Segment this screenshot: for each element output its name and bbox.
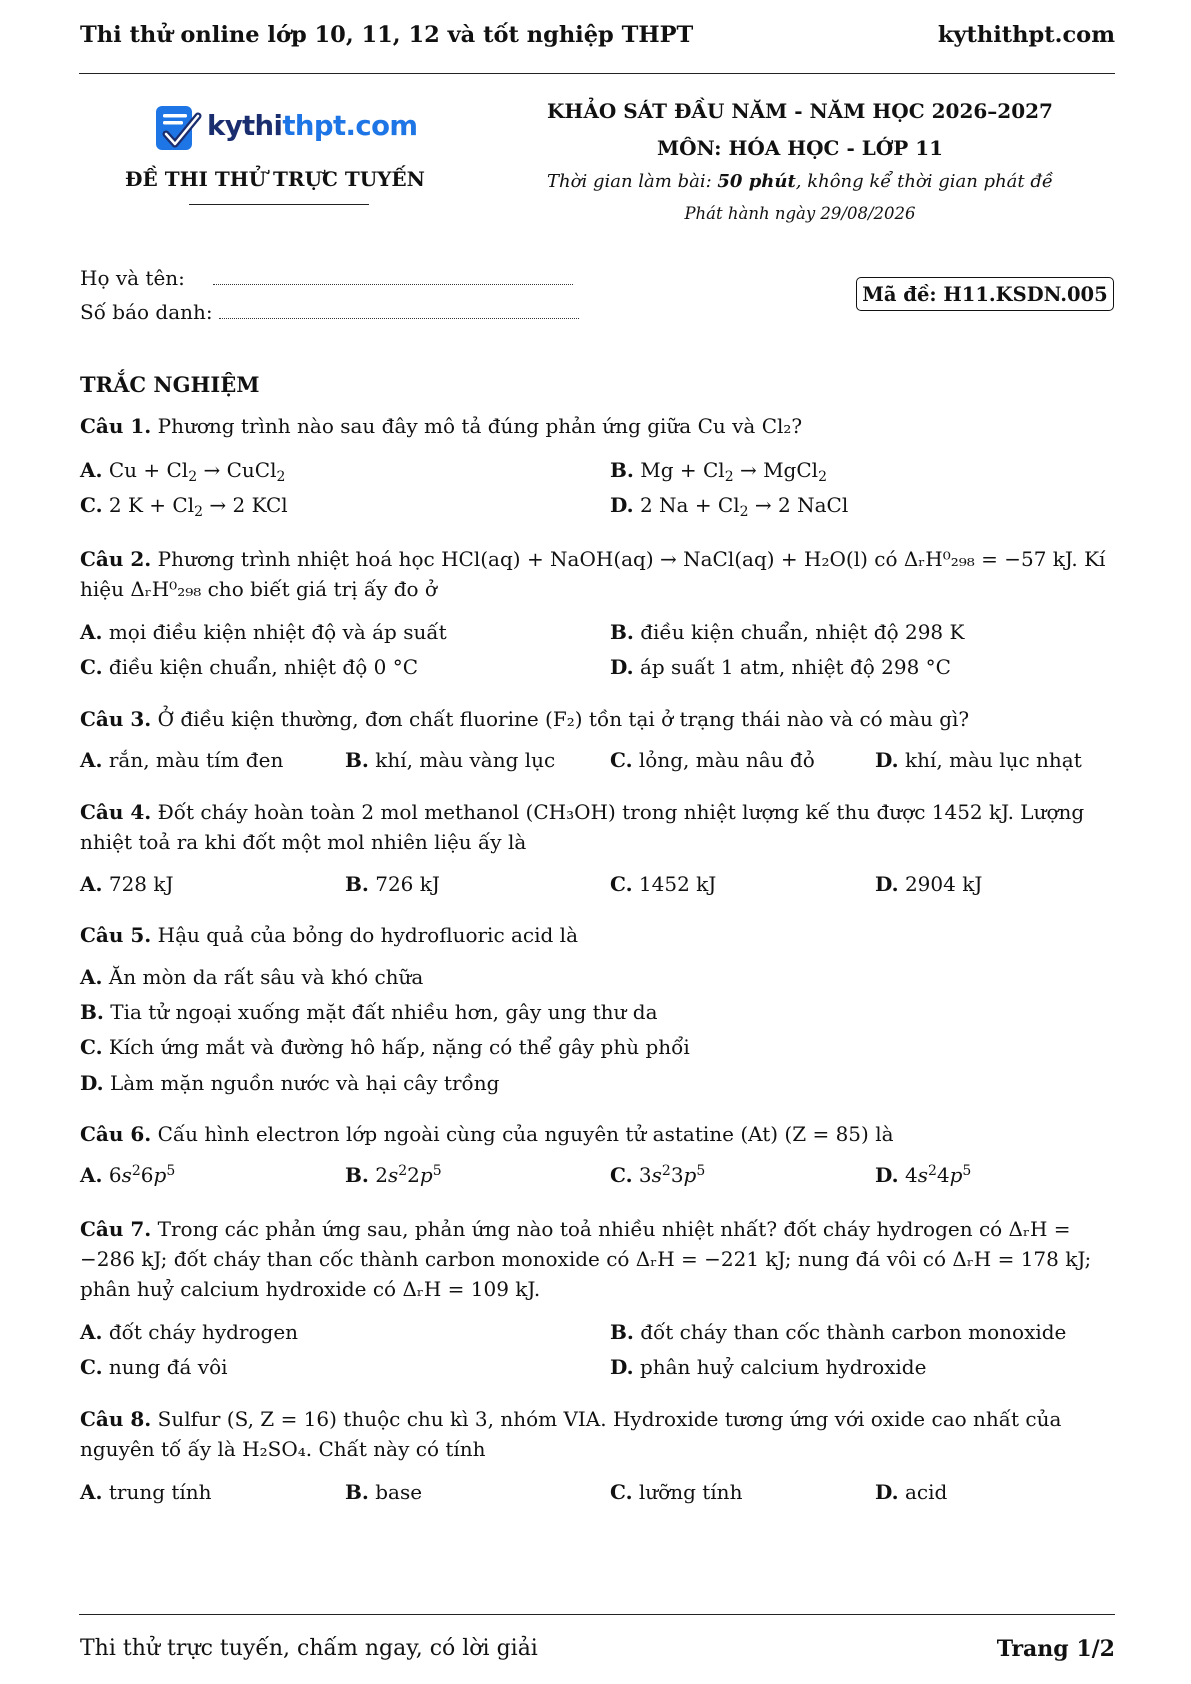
q1-option-c[interactable]: C. 2 $K + Cl_2 \to 2$ KCl xyxy=(80,493,288,520)
question-1: Câu 1. Phương trình nào sau đây mô tả đúng phản ứng giữa Cu và Cl₂? xyxy=(80,414,803,438)
q1-option-a[interactable]: A. $Cu + Cl_2$ → CuCl$_2$ xyxy=(80,458,286,485)
q7-option-c[interactable]: C. nung đá vôi xyxy=(80,1355,228,1379)
q6-option-c[interactable]: C. $3s^23p^5$ xyxy=(610,1163,706,1187)
question-7: Câu 7. Trong các phản ứng sau, phản ứng nào toả nhiều nhiệt nhất? đốt cháy hydrogen có ΔᵣH = −286 kJ; đốt cháy than cốc thành carbon monoxide có ΔᵣH = −221 kJ; nung đá vôi có ΔᵣH = 178 kJ; phân huỷ calcium hydroxide có ΔᵣH = 109 kJ. xyxy=(80,1217,1092,1301)
exam-subject: MÔN: HÓA HỌC - LỚP 11 xyxy=(656,136,944,160)
q4-option-b[interactable]: B. 726 kJ xyxy=(345,872,440,896)
question-3: Câu 3. Ở điều kiện thường, đơn chất fluorine (F₂) tồn tại ở trạng thái nào và có màu gì? xyxy=(80,707,970,731)
exam-code: Mã đề: H11.KSDN.005 xyxy=(856,277,1114,311)
q5-option-b[interactable]: B. Tia tử ngoại xuống mặt đất nhiều hơn, gây ung thư da xyxy=(80,1000,658,1024)
header-rule xyxy=(79,73,1115,74)
q6-option-d[interactable]: D. $4s^24p^5$ xyxy=(875,1163,972,1187)
q5-option-d[interactable]: D. Làm mặn nguồn nước và hại cây trồng xyxy=(80,1071,500,1095)
q7-option-a[interactable]: A. đốt cháy hydrogen xyxy=(80,1320,299,1344)
q4-option-c[interactable]: C. 1452 kJ xyxy=(610,872,717,896)
q6-option-a[interactable]: A. $6s^26p^5$ xyxy=(80,1163,176,1187)
logo-icon xyxy=(152,102,202,154)
q5-option-a[interactable]: A. Ăn mòn da rất sâu và khó chữa xyxy=(80,965,424,989)
name-field[interactable]: Họ và tên: xyxy=(80,266,573,290)
q2-option-b[interactable]: B. điều kiện chuẩn, nhiệt độ 298 K xyxy=(610,620,965,644)
q2-option-d[interactable]: D. áp suất 1 atm, nhiệt độ 298 °C xyxy=(610,655,951,679)
question-6: Câu 6. Cấu hình electron lớp ngoài cùng của nguyên tử astatine (At) (Z = 85) là xyxy=(80,1122,894,1146)
header-left: Thi thử online lớp 10, 11, 12 và tốt nghiệp THPT xyxy=(80,22,694,48)
id-field[interactable]: Số báo danh: xyxy=(80,300,579,324)
exam-date: Phát hành ngày 29/08/2026 xyxy=(684,204,916,223)
header-right[interactable]: kythithpt.com xyxy=(937,22,1115,48)
subtitle-underline xyxy=(189,204,369,205)
q8-option-b[interactable]: B. base xyxy=(345,1480,423,1504)
section-title: TRẮC NGHIỆM xyxy=(80,372,260,397)
left-subtitle: ĐỀ THI THỬ TRỰC TUYẾN xyxy=(125,167,425,191)
q8-option-a[interactable]: A. trung tính xyxy=(80,1480,212,1504)
q1-option-b[interactable]: B. $Mg + Cl_2$ → MgCl$_2$ xyxy=(610,458,827,485)
logo xyxy=(152,102,418,156)
q2-option-c[interactable]: C. điều kiện chuẩn, nhiệt độ 0 °C xyxy=(80,655,419,679)
exam-title: KHẢO SÁT ĐẦU NĂM - NĂM HỌC 2026–2027 xyxy=(547,99,1053,123)
q8-option-d[interactable]: D. acid xyxy=(875,1480,948,1504)
question-8: Câu 8. Sulfur (S, Z = 16) thuộc chu kì 3, nhóm VIA. Hydroxide tương ứng với oxide cao nhất của nguyên tố ấy là H₂SO₄. Chất này có tính xyxy=(80,1407,1062,1461)
q5-option-c[interactable]: C. Kích ứng mắt và đường hô hấp, nặng có thể gây phù phổi xyxy=(80,1035,690,1059)
q2-option-a[interactable]: A. mọi điều kiện nhiệt độ và áp suất xyxy=(80,620,447,644)
q3-option-c[interactable]: C. lỏng, màu nâu đỏ xyxy=(610,748,815,772)
q1-option-d[interactable]: D. 2 $Na + Cl_2 \to 2$ NaCl xyxy=(610,493,849,520)
q3-option-a[interactable]: A. rắn, màu tím đen xyxy=(80,748,284,772)
q6-option-b[interactable]: B. $2s^22p^5$ xyxy=(345,1163,442,1187)
q3-option-b[interactable]: B. khí, màu vàng lục xyxy=(345,748,556,772)
q7-option-d[interactable]: D. phân huỷ calcium hydroxide xyxy=(610,1355,927,1379)
q7-option-b[interactable]: B. đốt cháy than cốc thành carbon monoxide xyxy=(610,1320,1067,1344)
q3-option-d[interactable]: D. khí, màu lục nhạt xyxy=(875,748,1082,772)
logo-text: kythithpt.com xyxy=(207,110,418,142)
question-5: Câu 5. Hậu quả của bỏng do hydrofluoric acid là xyxy=(80,923,579,947)
question-4: Câu 4. Đốt cháy hoàn toàn 2 mol methanol (CH₃OH) trong nhiệt lượng kế thu được 1452 kJ. Lượng nhiệt toả ra khi đốt một mol nhiên liệu ấy là xyxy=(80,800,1085,854)
q8-option-c[interactable]: C. lưỡng tính xyxy=(610,1480,743,1504)
footer-left: Thi thử trực tuyến, chấm ngay, có lời giải xyxy=(80,1636,538,1661)
q4-option-d[interactable]: D. 2904 kJ xyxy=(875,872,983,896)
question-2: Câu 2. Phương trình nhiệt hoá học HCl(aq) + NaOH(aq) → NaCl(aq) + H₂O(l) có ΔᵣH⁰₂₉₈ = −57 kJ. Kí hiệu ΔᵣH⁰₂₉₈ cho biết giá trị ấy đo ở xyxy=(80,547,1106,601)
q4-option-a[interactable]: A. 728 kJ xyxy=(80,872,174,896)
footer-rule xyxy=(79,1614,1115,1615)
page-number: Trang 1/2 xyxy=(996,1636,1115,1662)
exam-time: Thời gian làm bài: 50 phút, không kể thời gian phát đề xyxy=(547,171,1053,192)
